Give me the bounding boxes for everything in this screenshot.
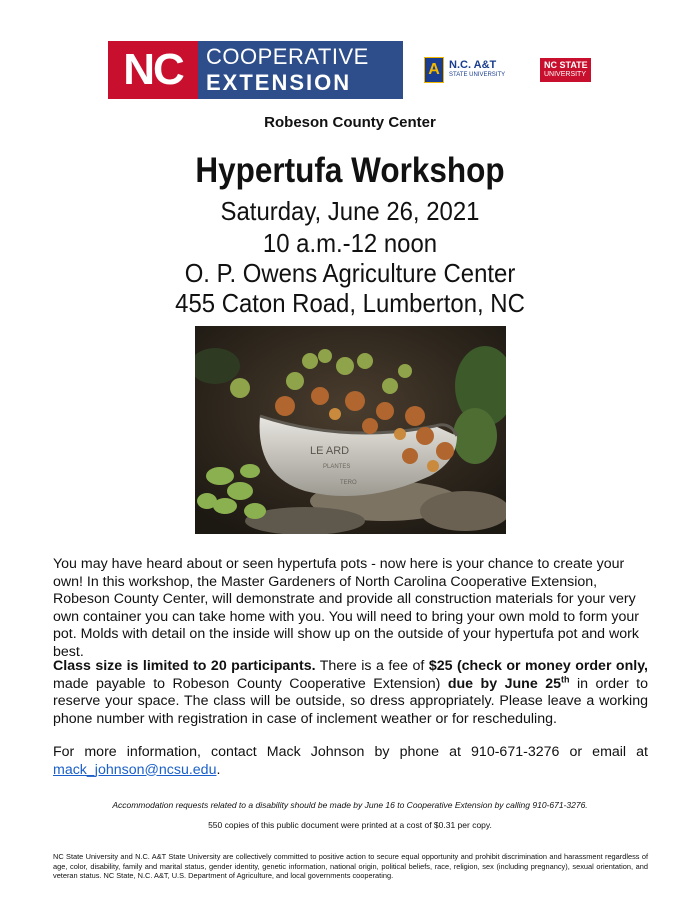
class-size-text: Class size is limited to 20 participants. [53,658,316,674]
equal-opportunity-statement: NC State University and N.C. A&T State University are collectively committed to positive action to secure equal opportunity and prohibit discrimination and harassment regardless of age, color, disability, family and marital status, gender identity, genetic information, national origin, political beliefs, race, religion, sex (including pregnancy), sexual orientation, and veteran status. NC State, N.C. A&T, U.S. Department of Agriculture, and local governments cooperating. [53,852,648,880]
accommodation-note: Accommodation requests related to a disability should be made by June 16 to Cooperative Extension by calling 910-671-3276. [112,800,588,810]
fee-text: $25 (check or money order only, [428,658,648,674]
pot-text-2: PLANTES [323,464,351,470]
ncat-aggie-icon: A [424,57,444,83]
event-date: Saturday, June 26, 2021 [220,196,480,226]
logo-nc-mark: NC [108,41,198,99]
nc-cooperative-extension-logo [108,41,403,99]
contact-email-link[interactable]: mack_johnson@ncsu.edu [53,761,217,778]
intro-paragraph: You may have heard about or seen hypertufa pots - now here is your chance to create your own! In this workshop, the Master Gardeners of North Carolina Cooperative Extension, Robeson County Center, will demonstrate and provide all construction materials for your very own container you can take home with you. You will need to bring your own mold to form your pot. Molds with detail on the inside will show up on the outside of your hypertufa pot and work best. [53,556,639,660]
nc-state-logo [540,58,591,82]
logo-extension-text: EXTENSION [206,70,352,95]
pot-text-1: LE ARD [310,445,350,457]
registration-paragraph: Class size is limited to 20 participants. There is a fee of $25 (check or money order only, made payable to Robeson County Cooperative Extension) due by June 25th in order to reserve your space. The class will be outside, so dress appropriately. Please leave a working phone number with registration in case of inclement weather or for rescheduling. [53,658,649,727]
ncat-name: N.C. A&T [449,59,497,71]
event-time: 10 a.m.-12 noon [262,228,438,258]
nc-at-logo [424,57,514,83]
hypertufa-pot-photo [195,326,506,534]
event-venue: O. P. Owens Agriculture Center [184,258,516,288]
printing-cost-note: 550 copies of this public document were printed at a cost of $0.31 per copy. [208,820,492,830]
center-name: Robeson County Center [264,114,436,131]
event-title: Hypertufa Workshop [195,151,505,190]
ncat-subname: STATE UNIVERSITY [449,72,506,78]
contact-paragraph: For more information, contact Mack Johnson by phone at 910-671-3276 or email at mack_johnson@ncsu.edu. [53,744,648,778]
ncsu-name: NC STATE [544,60,588,70]
logo-cooperative-text: COOPERATIVE [206,44,369,69]
event-address: 455 Caton Road, Lumberton, NC [175,288,525,318]
deadline-text: due by June 25th [447,673,570,692]
ncsu-subname: UNIVERSITY [544,71,587,78]
pot-text-3: TERO [340,480,357,486]
